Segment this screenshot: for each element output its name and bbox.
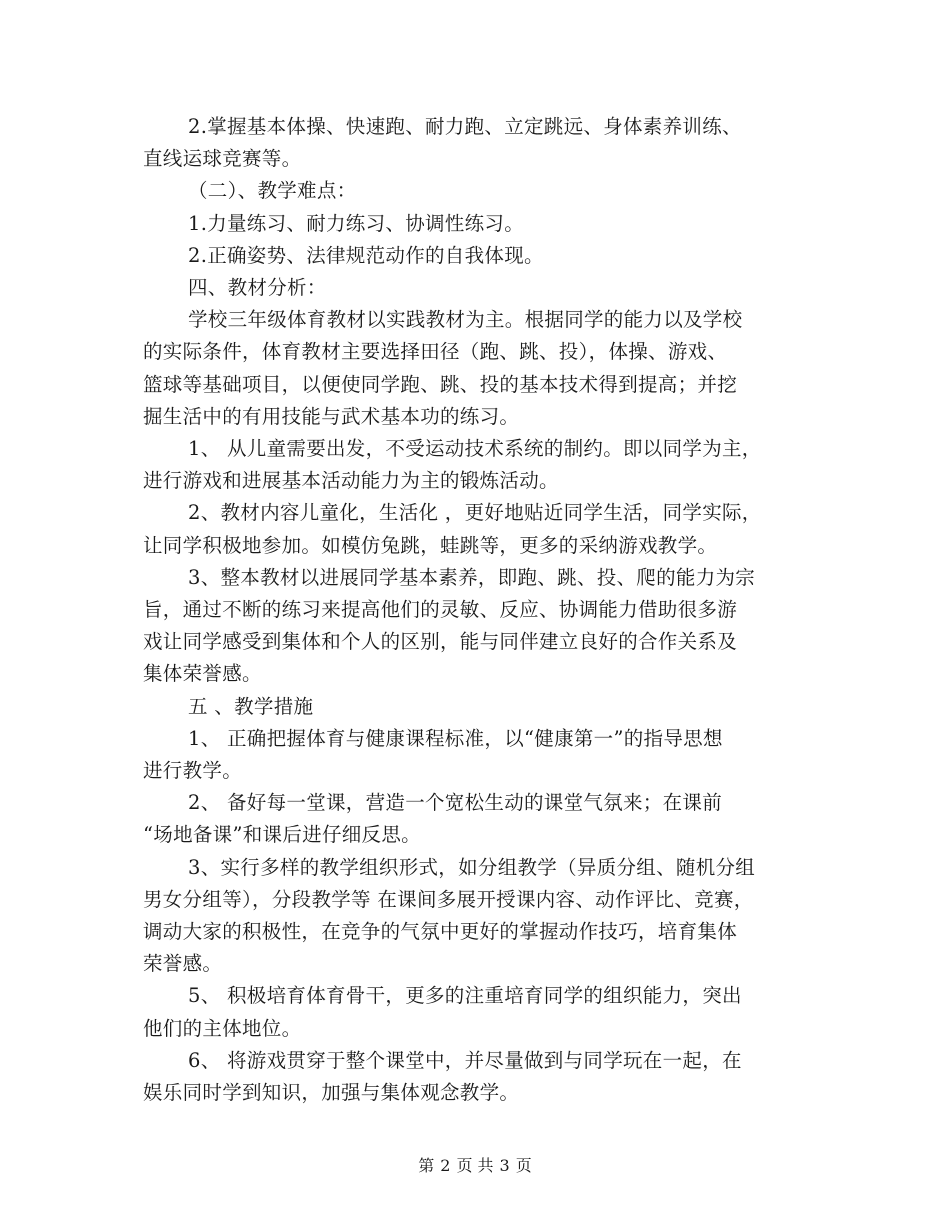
text-line: 2、 备好每一堂课，营造一个宽松生动的课堂气氛来；在课前 [188,791,723,815]
text-line: 2、教材内容儿童化，生活化 ，更好地贴近同学生活，同学实际， [188,501,762,525]
text-line: 调动大家的积极性，在竞争的气氛中更好的掌握动作技巧，培育集体 [143,920,738,943]
text-line: 3、整本教材以进展同学基本素养，即跑、跳、投、爬的能力为宗 [188,565,756,589]
text-line: 5、 积极培育体育骨干，更多的注重培育同学的组织能力，突出 [188,984,742,1008]
text-line: 集体荣誉感。 [143,662,262,686]
text-line: 的实际条件，体育教材主要选择田径（跑、跳、投），体操、游戏、 [143,340,728,364]
text-line: 旨，通过不断的练习来提高他们的灵敏、反应、协调能力借助很多游 [143,598,738,621]
footer-middle: 页 共 [456,1156,494,1175]
text-line: 戏让同学感受到集体和个人的区别，能与同伴建立良好的合作关系及 [143,630,738,654]
footer-page-number: 2 [440,1156,451,1175]
text-line: 五 、教学措施 [188,694,314,718]
text-line: 男女分组等），分段教学等 在课间多展开授课内容、动作评比、竞赛， [143,887,754,911]
text-line: 掘生活中的有用技能与武术基本功的练习。 [143,404,520,428]
footer-page-total: 3 [499,1156,510,1175]
text-line: 2.掌握基本体操、快速跑、耐力跑、立定跳远、身体素养训练、 [188,115,742,138]
text-line: “场地备课”和课后进仔细反思。 [143,823,421,847]
text-line: 荣誉感。 [143,952,223,976]
text-line: 直线运球竞赛等。 [143,147,302,171]
footer-suffix: 页 [515,1156,532,1175]
text-line: 篮球等基础项目，以便使同学跑、跳、投的基本技术得到提高；并挖 [143,372,738,396]
text-line: 1、 从儿童需要出发，不受运动技术系统的制约。即以同学为主， [188,437,762,460]
text-line: 学校三年级体育教材以实践教材为主。根据同学的能力以及学校 [188,308,743,332]
text-line: 1、 正确把握体育与健康课程标准，以“健康第一”的指导思想 [188,726,723,750]
footer-prefix: 第 [418,1156,435,1175]
page-footer [0,1154,950,1178]
text-line: 2.正确姿势、法律规范动作的自我体现。 [188,243,544,267]
text-line: 6、 将游戏贯穿于整个课堂中，并尽量做到与同学玩在一起，在 [188,1048,742,1072]
text-line: 3、实行多样的教学组织形式，如分组教学（异质分组、随机分组 [188,855,756,879]
text-line: 他们的主体地位。 [143,1016,302,1040]
text-line: 四、教材分析： [188,276,327,299]
text-line: 进行教学。 [143,759,243,782]
text-line: （二）、教学难点： [188,179,357,203]
text-line: 进行游戏和进展基本活动能力为主的锻炼活动。 [143,469,559,493]
text-line: 让同学积极地参加。如模仿兔跳，蛙跳等，更多的采纳游戏教学。 [143,533,718,557]
text-line: 1.力量练习、耐力练习、协调性练习。 [188,211,525,235]
text-line: 娱乐同时学到知识，加强与集体观念教学。 [143,1081,520,1104]
